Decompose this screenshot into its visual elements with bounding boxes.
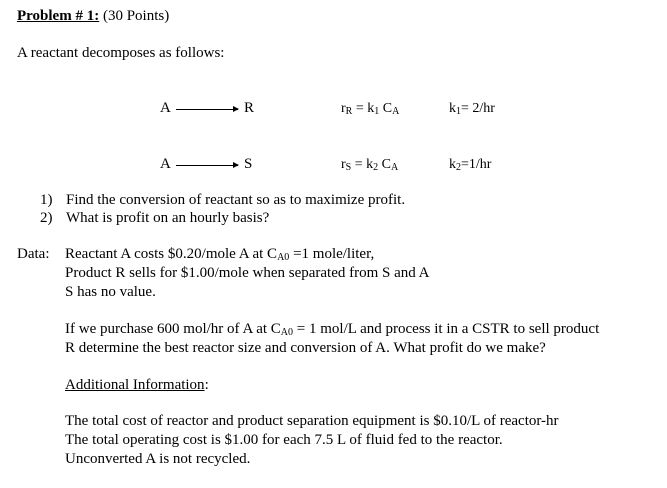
reaction-1-reactant: A [160,100,171,116]
additional-heading: Additional Information: [65,377,209,393]
problem-heading [17,8,169,25]
question-number: 2) [40,210,53,226]
data-line-3: S has no value. [65,284,156,300]
question-number: 1) [40,192,53,208]
additional-line: The total operating cost is $1.00 for each 7.5 L of fluid fed to the reactor. [65,432,503,448]
reaction-1-rate-constant: $k_1= 2/hr$ [449,101,495,117]
data-label: Data: [17,246,50,262]
reaction-2-rate-constant: $k_2=1/hr$ [449,157,492,173]
reaction-1-rate-law: $r_R = k_1$ $C_A$ [341,101,400,117]
question-text: Find the conversion of reactant so as to maximize profit. [66,192,406,208]
cstr-line-2: R determine the best reactor size and conversion of A. What profit do we make? [65,340,546,356]
data-line-2: Product R sells for $1.00/mole when separated from S and A [65,265,430,281]
cstr-line-1: If we purchase 600 mol/hr of A at $C_{A0} = 1$ mol/L and process it in a CSTR to sell product [65,321,600,338]
additional-line: The total cost of reactor and product separation equipment is $0.10/L of reactor-hr [65,413,559,429]
intro-text: A reactant decomposes as follows: [17,45,225,61]
reaction-arrow-icon [176,109,238,110]
data-line-1: Reactant A costs $0.20/mole A at $C_{A0} =1$ mole/liter, [65,246,375,263]
question-text: What is profit on an hourly basis? [66,210,270,226]
problem-points: (30 Points) [102,8,170,24]
reaction-1-product: R [244,100,255,116]
reaction-arrow-icon [176,165,238,166]
reaction-2-reactant: A [160,156,171,172]
reaction-2-product: S [244,156,253,172]
reaction-2-rate-law: $r_S = k_2$ $C_A$ [341,157,399,173]
problem-title: Problem # 1: [17,8,100,24]
additional-line: Unconverted A is not recycled. [65,451,251,467]
